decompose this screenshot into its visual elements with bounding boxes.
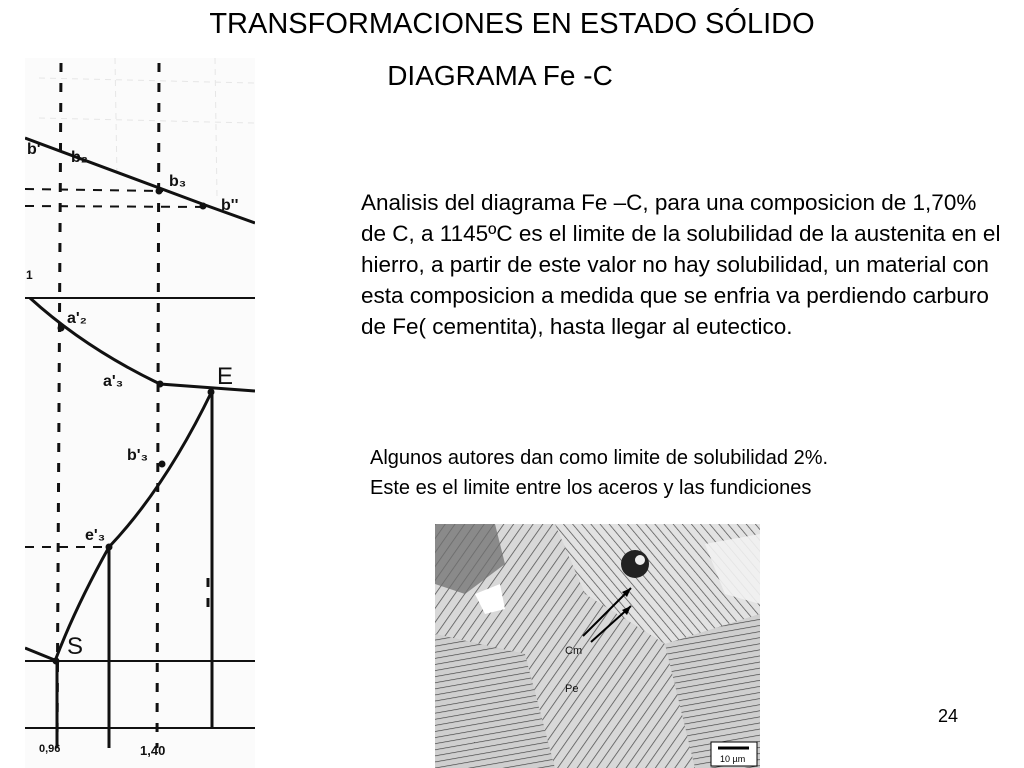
label-x-096: 0,96 xyxy=(39,743,61,755)
label-b-prime: b' xyxy=(27,141,41,158)
label-one: 1 xyxy=(26,268,33,282)
micrograph-image xyxy=(435,524,760,768)
secondary-paragraph-line2: Este es el limite entre los aceros y las fundiciones xyxy=(370,477,812,499)
label-cm: Cm xyxy=(565,645,583,657)
slide-title: TRANSFORMACIONES EN ESTADO SÓLIDO xyxy=(209,8,815,40)
slide-subtitle: DIAGRAMA Fe -C xyxy=(387,60,613,91)
label-x-140: 1,40 xyxy=(140,743,166,758)
label-pe: Pe xyxy=(565,683,579,695)
page-number: 24 xyxy=(938,706,959,726)
fe-c-diagram-sketch xyxy=(25,58,255,768)
label-E: E xyxy=(217,363,234,390)
label-b3: b₃ xyxy=(169,173,187,190)
label-S: S xyxy=(67,633,84,660)
label-a3: a'₃ xyxy=(103,373,124,390)
scale-bar-label: 10 µm xyxy=(720,754,746,764)
secondary-paragraph-line1: Algunos autores dan como limite de solubilidad 2%. xyxy=(370,447,829,469)
label-e3: e'₃ xyxy=(85,527,106,544)
label-b3-prime: b'₃ xyxy=(127,447,148,464)
main-paragraph: Analisis del diagrama Fe –C, para una composicion de 1,70% de C, a 1145ºC es el limite de la solubilidad de la austenita en el hierro, a partir de este valor no hay solubilidad, un material con esta composicion a medida que se enfria va perdiendo carburo de Fe( cementita), hasta llegar al eutectico. xyxy=(361,190,1001,339)
label-b-dprime: b'' xyxy=(221,197,239,214)
label-b2: b₂ xyxy=(71,149,88,166)
label-a2: a'₂ xyxy=(67,310,87,327)
